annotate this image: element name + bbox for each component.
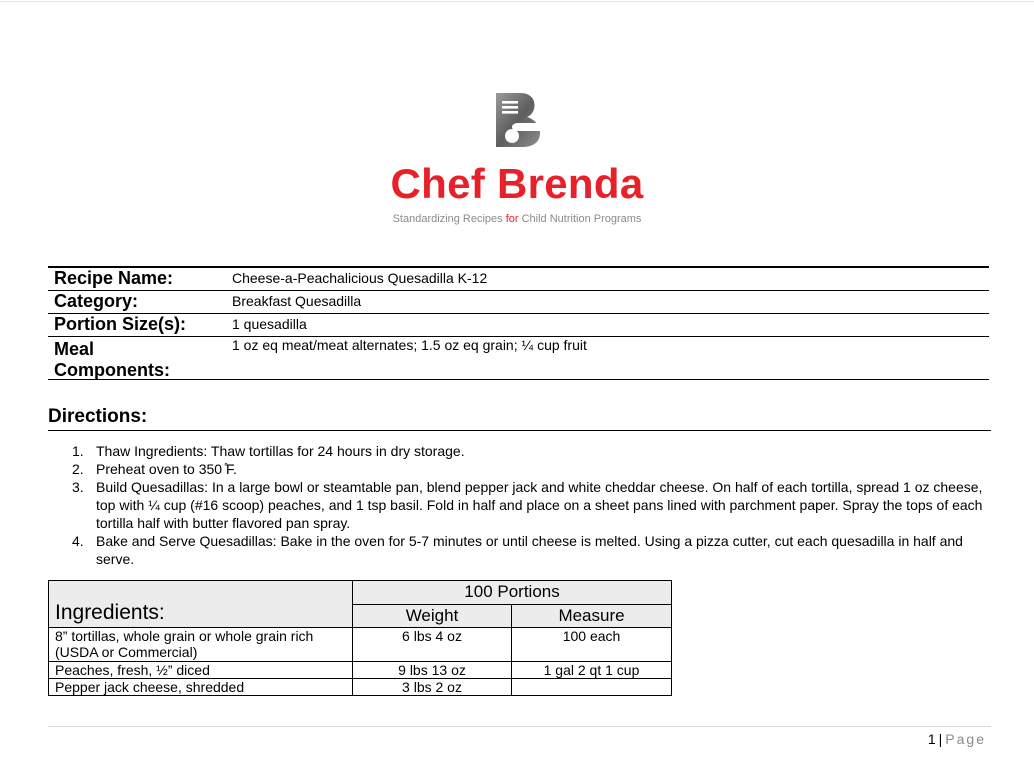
- ingredient-weight: 9 lbs 13 oz: [353, 662, 512, 679]
- table-row: [49, 662, 672, 679]
- step-text: Build Quesadillas: In a large bowl or steamtable pan, blend pepper jack and white cheddar cheese. On half of each tortilla, spread 1 oz cheese, top with ¼ cup (#16 scoop) peaches, and 1 tsp basil. Fold in half and place on a sheet pans lined with parchment paper. Spray the tops of each tortilla half with butter flavored pan spray.: [96, 479, 983, 531]
- measure-heading: Measure: [512, 604, 672, 628]
- top-divider: [0, 1, 1034, 2]
- weight-heading: Weight: [353, 604, 512, 628]
- footer-divider: [48, 726, 991, 727]
- ingredients-table: [48, 580, 672, 696]
- brand-tagline: [0, 212, 1034, 226]
- portion-value: 1 quesadilla: [232, 316, 307, 332]
- directions-list: [72, 442, 984, 568]
- meal-components-value: 1 oz eq meat/meat alternates; 1.5 oz eq grain; ¼ cup fruit: [232, 337, 587, 353]
- ingredients-header-row: [49, 581, 672, 605]
- recipe-name-label: Recipe Name:: [54, 268, 174, 288]
- ingredient-name: Peaches, fresh, ½” diced: [49, 662, 353, 679]
- chef-brenda-logo-icon: [494, 91, 542, 149]
- ingredient-name: 8” tortillas, whole grain or whole grain rich (USDA or Commercial): [49, 628, 353, 662]
- step-number: 3.: [72, 479, 84, 495]
- table-row: [49, 628, 672, 662]
- step-text: Bake and Serve Quesadillas: Bake in the oven for 5-7 minutes or until cheese is melted. Using a pizza cutter, cut each quesadilla in half and serve.: [96, 533, 963, 567]
- directions-heading: Directions:: [48, 406, 991, 431]
- step-number: 2.: [72, 461, 84, 477]
- ingredients-heading: Ingredients:: [49, 581, 353, 628]
- ingredient-measure: [512, 679, 672, 696]
- recipe-name-value: Cheese-a-Peachalicious Quesadilla K-12: [232, 270, 488, 286]
- tagline-highlight: for: [505, 213, 519, 225]
- page-separator: |: [938, 731, 943, 747]
- direction-step: [72, 460, 984, 478]
- ingredient-weight: 6 lbs 4 oz: [353, 628, 512, 662]
- tagline-part: Standardizing Recipes: [392, 213, 506, 225]
- page-word: Page: [945, 731, 986, 747]
- portions-heading: 100 Portions: [353, 581, 672, 605]
- meal-components-label: [48, 337, 194, 379]
- category-label: Category:: [54, 291, 139, 311]
- step-number: 1.: [72, 443, 84, 459]
- ingredient-weight: 3 lbs 2 oz: [353, 679, 512, 696]
- ingredient-name: Pepper jack cheese, shredded: [49, 679, 353, 696]
- direction-step: [72, 442, 984, 460]
- direction-step: [72, 478, 984, 532]
- recipe-name-row: [48, 266, 989, 291]
- portion-label: Portion Size(s):: [54, 314, 187, 334]
- recipe-info-table: [48, 266, 989, 380]
- meal-components-row: [48, 337, 989, 380]
- portion-row: [48, 314, 989, 337]
- step-number: 4.: [72, 533, 84, 549]
- meal-label-line: Meal: [54, 339, 95, 359]
- ingredient-measure: 100 each: [512, 628, 672, 662]
- ingredient-measure: 1 gal 2 qt 1 cup: [512, 662, 672, 679]
- step-text: Preheat oven to 350 ̊F.: [96, 461, 237, 477]
- table-row: [49, 679, 672, 696]
- tagline-part: Child Nutrition Programs: [518, 213, 642, 225]
- page-number: 1: [927, 731, 936, 747]
- page-number-footer: [928, 731, 986, 747]
- step-text: Thaw Ingredients: Thaw tortillas for 24 hours in dry storage.: [96, 443, 465, 459]
- category-row: [48, 291, 989, 314]
- brand-name: Chef Brenda: [390, 160, 644, 207]
- direction-step: [72, 532, 984, 568]
- meal-label-line: Components:: [54, 360, 170, 380]
- category-value: Breakfast Quesadilla: [232, 293, 362, 309]
